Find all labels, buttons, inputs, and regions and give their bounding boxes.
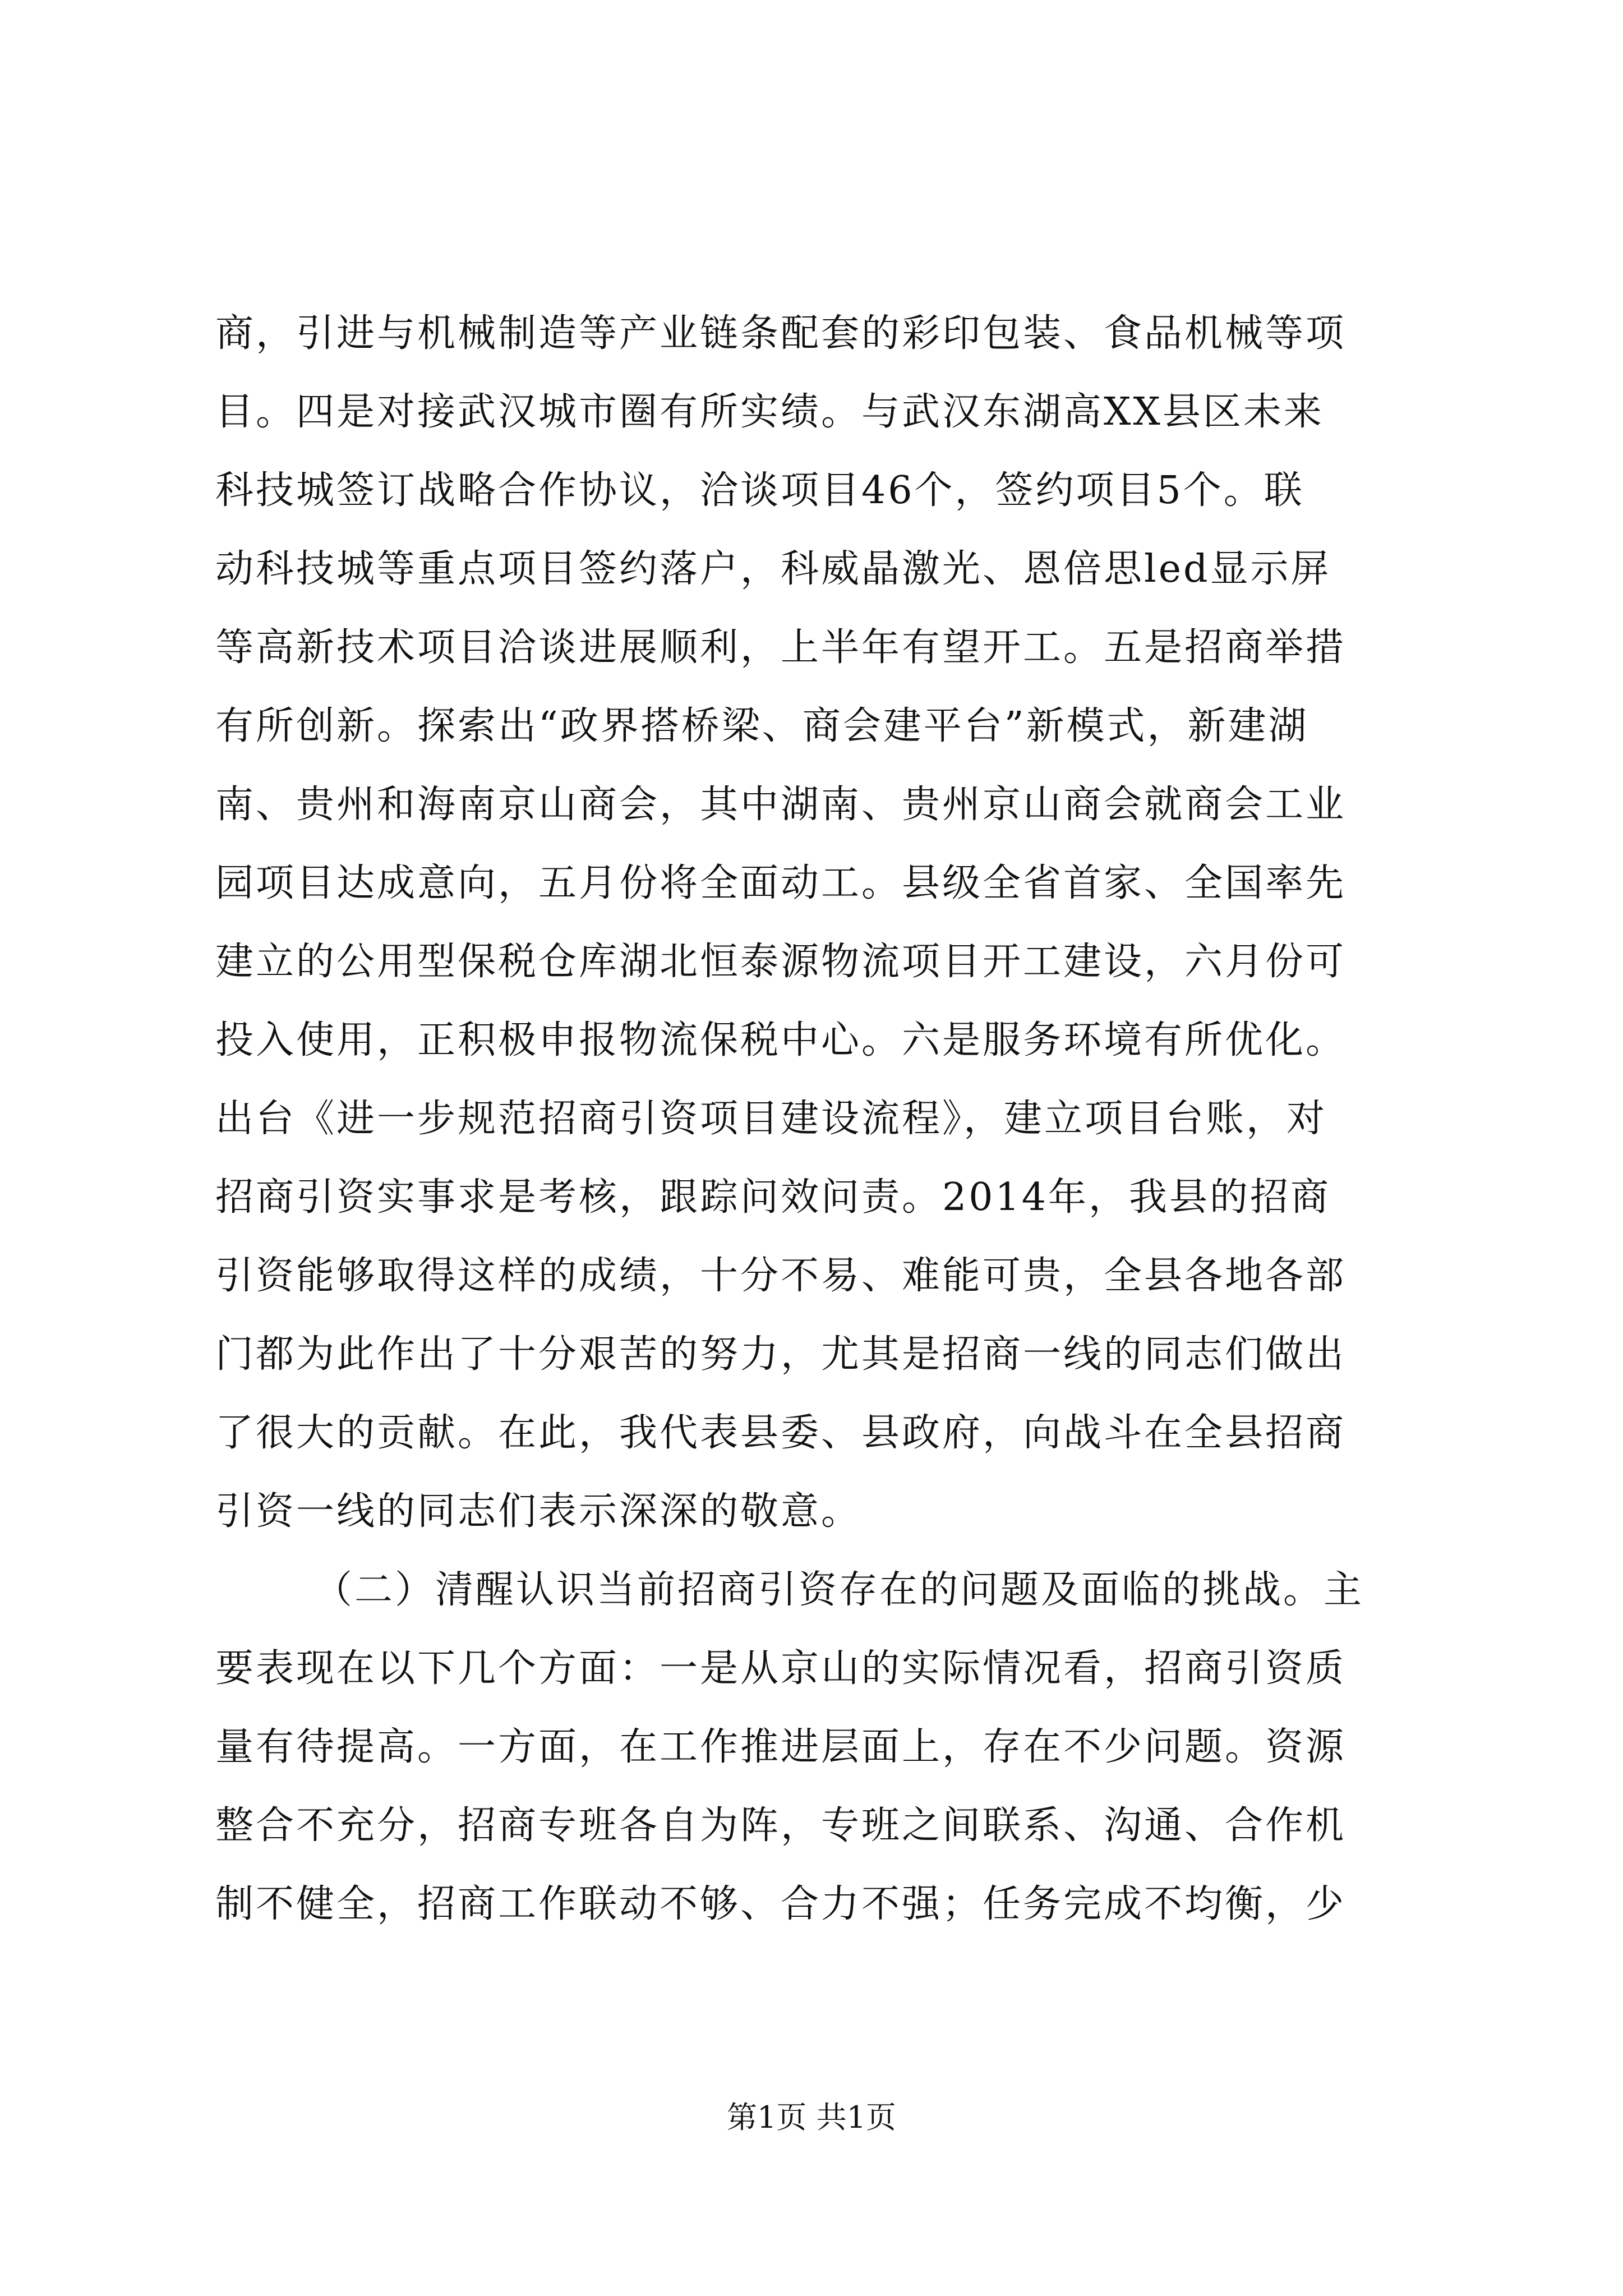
body-text-line: 门都为此作出了十分艰苦的努力，尤其是招商一线的同志们做出 — [215, 1332, 1347, 1377]
body-text-line: 等高新技术项目洽谈进展顺利，上半年有望开工。五是招商举措 — [215, 625, 1347, 670]
body-text-line: 科技城签订战略合作协议，洽谈项目46个，签约项目5个。联 — [215, 468, 1304, 513]
body-text-line: 投入使用，正积极申报物流保税中心。六是服务环境有所优化。 — [215, 1018, 1347, 1062]
body-text-line: 制不健全，招商工作联动不够、合力不强；任务完成不均衡，少 — [215, 1882, 1347, 1926]
page-footer: 第1页 共1页 — [727, 2100, 896, 2135]
body-text-line: 引资一线的同志们表示深深的敬意。 — [215, 1489, 862, 1534]
body-text-line: 引资能够取得这样的成绩，十分不易、难能可贵，全县各地各部 — [215, 1254, 1347, 1298]
body-text-line: 了很大的贡献。在此，我代表县委、县政府，向战斗在全县招商 — [215, 1411, 1347, 1455]
body-text-line: 量有待提高。一方面，在工作推进层面上，存在不少问题。资源 — [215, 1725, 1347, 1769]
body-text-line: 南、贵州和海南京山商会，其中湖南、贵州京山商会就商会工业 — [215, 783, 1347, 827]
body-text-line: 动科技城等重点项目签约落户，科威晶激光、恩倍思led显示屏 — [215, 547, 1331, 591]
section-heading-line: （二）清醒认识当前招商引资存在的问题及面临的挑战。主 — [314, 1568, 1364, 1612]
body-text-line: 商，引进与机械制造等产业链条配套的彩印包装、食品机械等项 — [215, 311, 1347, 356]
body-text-line: 出台《进一步规范招商引资项目建设流程》，建立项目台账，对 — [215, 1097, 1327, 1141]
body-text-line: 整合不充分，招商专班各自为阵，专班之间联系、沟通、合作机 — [215, 1803, 1347, 1848]
body-text-line: 建立的公用型保税仓库湖北恒泰源物流项目开工建设，六月份可 — [215, 940, 1347, 984]
body-text-line: 有所创新。探索出“政界搭桥梁、商会建平台”新模式，新建湖 — [215, 704, 1309, 748]
body-text-line: 要表现在以下几个方面：一是从京山的实际情况看，招商引资质 — [215, 1646, 1347, 1691]
body-text-line: 目。四是对接武汉城市圈有所实绩。与武汉东湖高XX县区未来 — [215, 390, 1324, 434]
body-text-line: 园项目达成意向，五月份将全面动工。县级全省首家、全国率先 — [215, 861, 1347, 905]
body-text-line: 招商引资实事求是考核，跟踪问效问责。2014年，我县的招商 — [215, 1175, 1331, 1220]
